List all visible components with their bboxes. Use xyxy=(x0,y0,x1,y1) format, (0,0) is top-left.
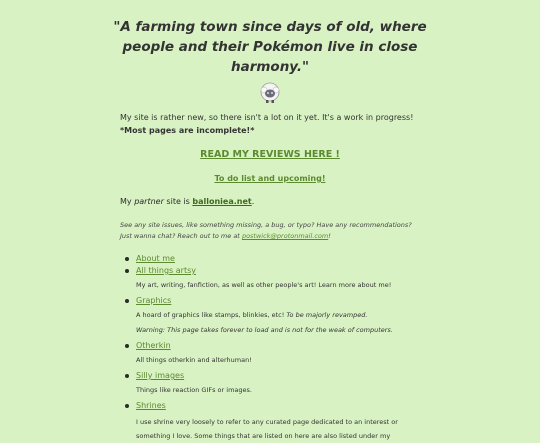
nav-item-graphics xyxy=(136,295,420,336)
nav-list xyxy=(120,253,420,443)
graphics-description xyxy=(136,310,420,321)
nav-item-shrines xyxy=(136,400,420,443)
intro-warning: *Most pages are incomplete!* xyxy=(120,126,255,135)
partner-site-link[interactable]: balloniea.net xyxy=(192,197,252,206)
todo-link-row xyxy=(120,174,420,183)
nav-item-silly xyxy=(136,370,420,396)
todo-link[interactable]: To do list and upcoming! xyxy=(214,174,326,183)
nav-item-about xyxy=(136,253,420,265)
intro-body: My site is rather new, so there isn't a lot on it yet. It's a work in progress! xyxy=(120,113,414,122)
issues-body: See any site issues, like something missing, a bug, or typo? Have any recommendations? Just wanna chat? Reach out to me at xyxy=(120,221,412,240)
intro-text xyxy=(120,111,420,137)
email-link[interactable]: postwick@protonmail.com xyxy=(241,232,329,240)
partner-suffix: . xyxy=(251,197,255,206)
wooloo-icon xyxy=(258,81,282,105)
graphics-warning xyxy=(136,325,420,336)
graphics-desc-text: A hoard of graphics like stamps, blinkies, etc! xyxy=(136,311,285,319)
reviews-link-row xyxy=(120,149,420,160)
nav-link-otherkin[interactable]: Otherkin xyxy=(136,341,171,350)
artsy-description: My art, writing, fanfiction, as well as other people's art! Learn more about me! xyxy=(136,281,392,289)
nav-link-shrines[interactable]: Shrines xyxy=(136,401,166,410)
issues-text xyxy=(120,220,420,242)
main-content xyxy=(113,0,427,443)
nav-link-about[interactable]: About me xyxy=(136,254,175,263)
nav-item-artsy xyxy=(136,265,420,291)
nav-item-otherkin xyxy=(136,340,420,366)
partner-text xyxy=(120,197,420,206)
nav-link-graphics[interactable]: Graphics xyxy=(136,296,172,305)
otherkin-description: All things otherkin and alterhuman! xyxy=(136,356,252,364)
partner-middle: site is xyxy=(166,197,190,206)
reviews-link[interactable]: READ MY REVIEWS HERE ! xyxy=(200,149,340,160)
shrines-description: I use shrine very loosely to refer to any curated page dedicated to an interest or something I love. Some things that are listed on here are also listed under my xyxy=(136,418,398,440)
partner-prefix: My xyxy=(120,197,132,206)
silly-description: Things like reaction GIFs or images. xyxy=(136,386,252,394)
partner-italic: partner xyxy=(134,197,164,206)
page-tagline: "A farming town since days of old, where people and their Pokémon live in close harmony." xyxy=(113,19,427,75)
issues-suffix: ! xyxy=(328,232,331,240)
graphics-desc-note: To be majorly revamped. xyxy=(286,311,368,319)
graphics-warning-text: Warning: This page takes forever to load and is not for the weak of computers. xyxy=(136,326,393,334)
nav-link-artsy[interactable]: All things artsy xyxy=(136,266,196,275)
nav-link-silly[interactable]: Silly images xyxy=(136,371,185,380)
